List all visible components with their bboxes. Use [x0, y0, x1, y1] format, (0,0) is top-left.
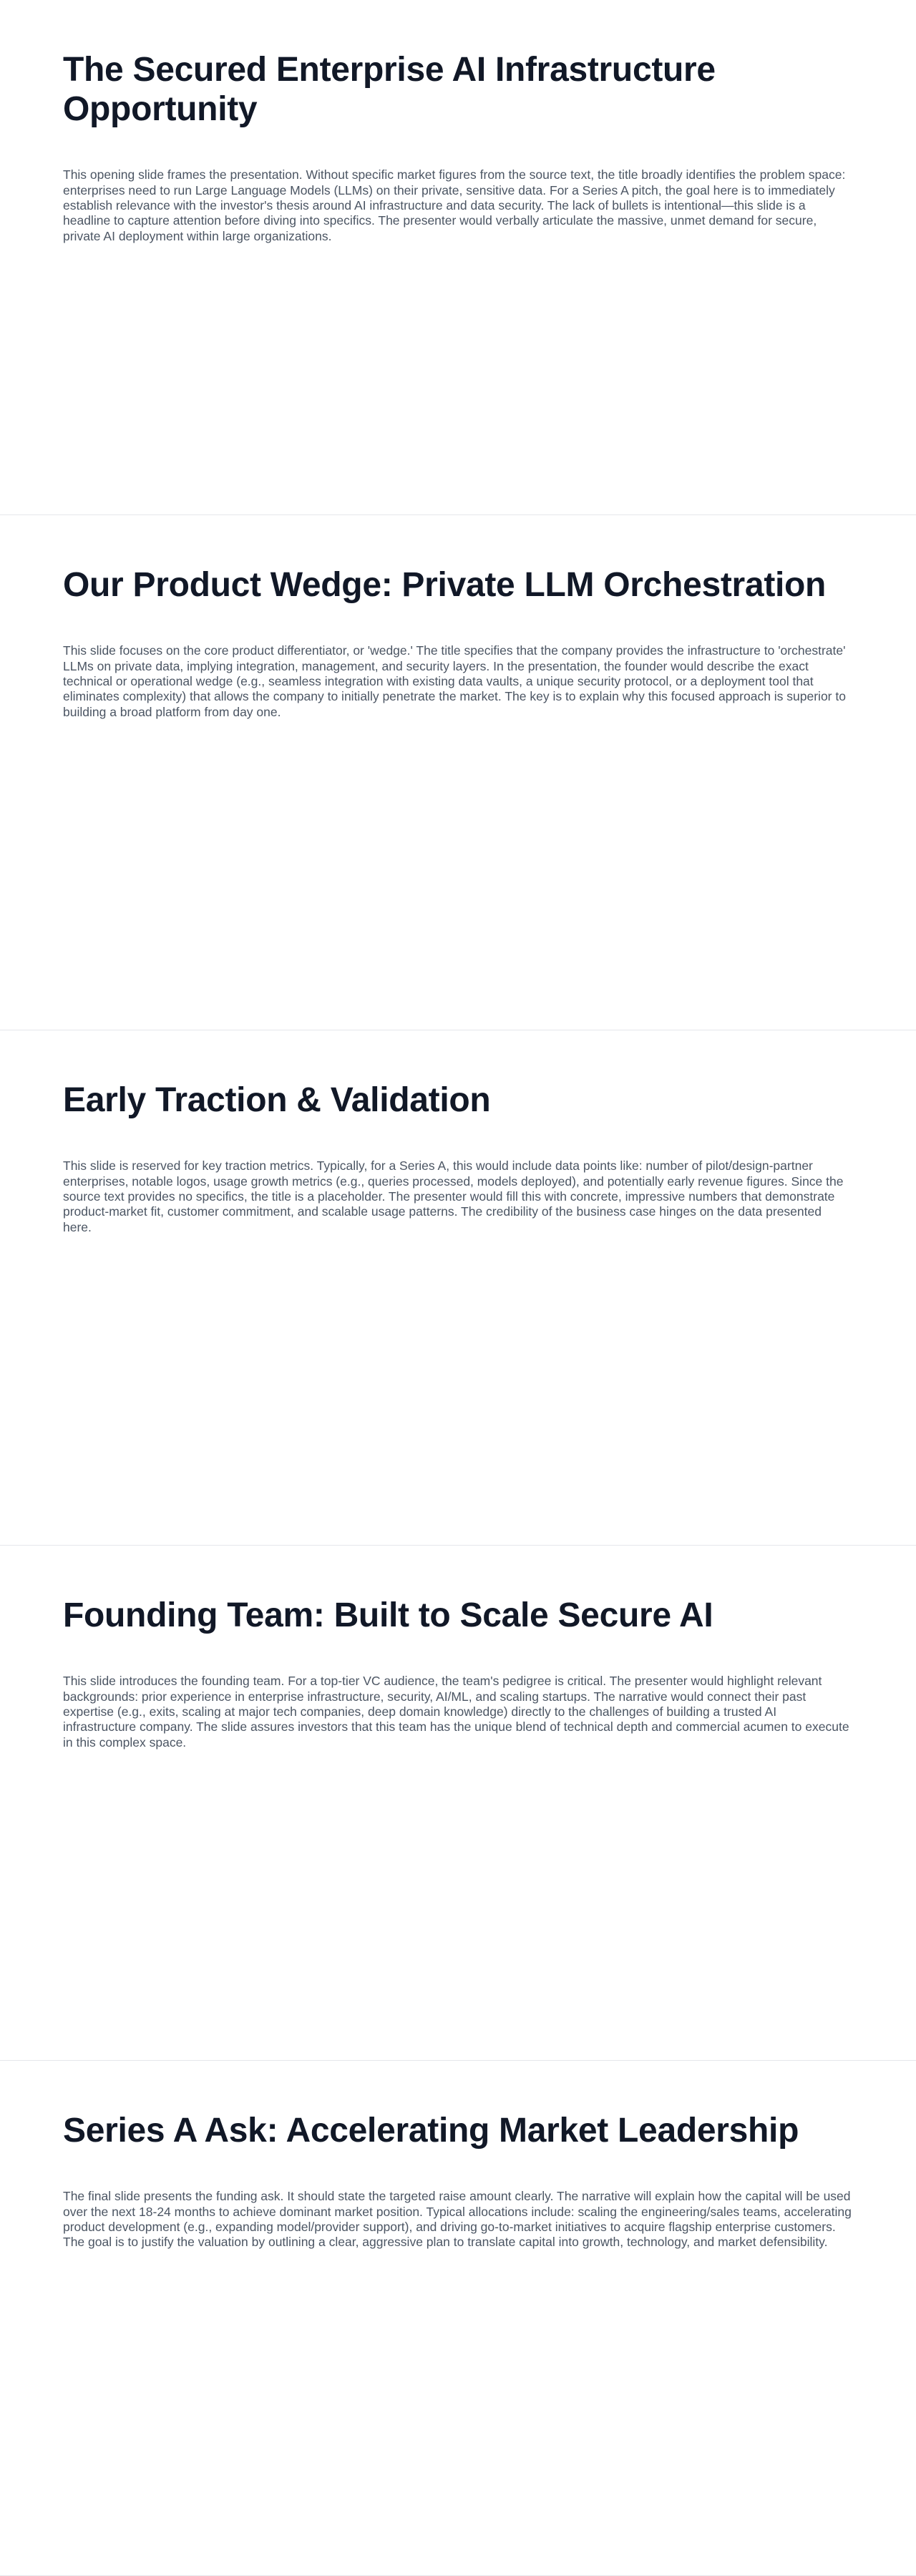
slide-body: The final slide presents the funding ask. It should state the targeted raise amount clearly. The narrative will explain how the capital will be used over the next 18-24 months to achieve dominant market position. Typical allocations include: scaling the engineering/sales teams, accelerating product development (e.g., expanding model/provider support), and driving go-to-market initiatives to acquire flagship enterprise customers. The goal is to justify the valuation by outlining a clear, aggressive plan to translate capital into growth, technology, and market defensibility.	[63, 2189, 852, 2250]
slide-title: Our Product Wedge: Private LLM Orchestration	[63, 566, 827, 604]
slide-title: Founding Team: Built to Scale Secure AI	[63, 1596, 713, 1634]
slide-title: Early Traction & Validation	[63, 1081, 491, 1119]
slide-3	[0, 1030, 916, 1546]
slide-title: Series A Ask: Accelerating Market Leadership	[63, 2112, 799, 2150]
slide-body: This slide focuses on the core product differentiator, or 'wedge.' The title specifies that the company provides the infrastructure to 'orchestrate' LLMs on private data, implying integration, management, and security layers. In the presentation, the founder would describe the exact technical or operational wedge (e.g., seamless integration with existing data vaults, a unique security protocol, or a deployment tool that eliminates complexity) that allows the company to initially penetrate the market. The key is to explain why this focused approach is superior to building a broad platform from day one.	[63, 643, 846, 719]
slide-5	[0, 2061, 916, 2576]
slide-body: This slide is reserved for key traction metrics. Typically, for a Series A, this would include data points like: number of pilot/design-partner enterprises, notable logos, usage growth metrics (e.g., queries processed, models deployed), and potentially early revenue figures. Since the source text provides no specifics, the title is a placeholder. The presenter would fill this with concrete, impressive numbers that demonstrate product-market fit, customer commitment, and scalable usage patterns. The credibility of the business case hinges on the data presented here.	[63, 1158, 844, 1234]
slide-2	[0, 515, 916, 1030]
slide-body: This slide introduces the founding team. For a top-tier VC audience, the team's pedigree is critical. The presenter would highlight relevant backgrounds: prior experience in enterprise infrastructure, security, AI/ML, and scaling startups. The narrative would connect their past expertise (e.g., exits, scaling at major tech companies, deep domain knowledge) directly to the challenges of building a trusted AI infrastructure company. The slide assures investors that this team has the unique blend of technical depth and commercial acumen to execute in this complex space.	[63, 1674, 849, 1750]
slide-1	[0, 0, 916, 515]
slide-body: This opening slide frames the presentation. Without specific market figures from the source text, the title broadly identifies the problem space: enterprises need to run Large Language Models (LLMs) on their private, sensitive data. For a Series A pitch, the goal here is to immediately establish relevance with the investor's thesis around AI infrastructure and data security. The lack of bullets is intentional—this slide is a headline to capture attention before diving into specifics. The presenter would verbally articulate the massive, unmet demand for secure, private AI deployment within large organizations.	[63, 167, 846, 243]
slide-4	[0, 1546, 916, 2061]
slide-title: The Secured Enterprise AI Infrastructure Opportunity	[63, 51, 716, 129]
